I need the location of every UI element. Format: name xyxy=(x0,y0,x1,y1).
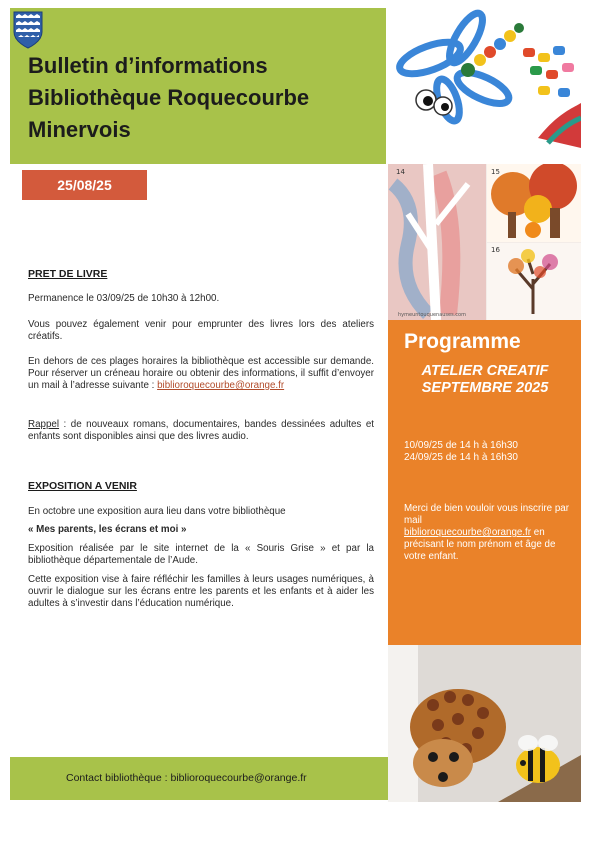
contact-text: Contact bibliothèque : biblioroquecourbe@orange.fr xyxy=(66,772,307,784)
title-line-3: Minervois xyxy=(28,117,131,142)
page-title xyxy=(28,50,378,146)
expo-paragraph-1: En octobre une exposition aura lieu dans votre bibliothèque xyxy=(28,506,286,517)
rappel-paragraph xyxy=(28,419,374,443)
craft-photo-trees xyxy=(388,164,581,320)
autumn-trees xyxy=(487,164,581,242)
expo-quote: « Mes parents, les écrans et moi » xyxy=(28,524,187,535)
photo-label-16: 16 xyxy=(491,246,500,254)
craft-photo-hedgehog-bee xyxy=(388,645,581,802)
atelier-date-1: 10/09/25 de 14 h à 16h30 xyxy=(404,440,518,451)
title-line-1: Bulletin d’informations xyxy=(28,53,268,78)
title-line-2: Bibliothèque Roquecourbe xyxy=(28,85,310,110)
permanence-text: Permanence le 03/09/25 de 10h30 à 12h00. xyxy=(28,293,220,304)
signup-pre: Merci de bien vouloir vous inscrire par mail xyxy=(404,503,569,526)
craft-photo-dragonfly xyxy=(388,8,581,162)
section-heading-expo: EXPOSITION A VENIR xyxy=(28,480,137,492)
section-heading-pret: PRET DE LIVRE xyxy=(28,268,108,280)
photo-watermark: hymeuntouquenauses.com xyxy=(398,312,466,318)
programme-subtitle-line-1: ATELIER CREATIF xyxy=(421,363,549,379)
rappel-label: Rappel xyxy=(28,419,60,430)
signup-text xyxy=(404,503,574,563)
programme-subtitle-line-2: SEPTEMBRE 2025 xyxy=(421,380,549,396)
pret-paragraph-3-text: En dehors de ces plages horaires la bibliothèque est accessible sur demande. Pour réserver un créneau horaire ou obtenir des informations, il suffit d’envoyer un mail à l’adresse suivante : xyxy=(28,356,374,391)
photo-label-15: 15 xyxy=(491,168,500,176)
expo-paragraph-3: Cette exposition vise à faire réfléchir les familles à leurs usages numériques, à ouvrir le dialogue sur les écrans entre les parents et les enfants et à aider les adultes à s’investir dans l’éducation numérique. xyxy=(28,574,374,609)
rappel-text: : de nouveaux romans, documentaires, bandes dessinées adultes et enfants sont disponibles ainsi que des livres audio. xyxy=(28,419,374,442)
coat-of-arms-icon xyxy=(12,10,44,50)
handprint-tree xyxy=(487,243,581,320)
expo-paragraph-2: Exposition réalisée par le site internet de la « Souris Grise » et par la bibliothèque départementale de l’Aude. xyxy=(28,543,374,566)
pret-paragraph-2: Vous pouvez également venir pour emprunter des livres lors des ateliers créatifs. xyxy=(28,319,374,342)
atelier-date-2: 24/09/25 de 14 h à 16h30 xyxy=(404,452,518,463)
atelier-dates xyxy=(404,440,518,464)
date-badge: 25/08/25 xyxy=(22,170,147,200)
pret-paragraph-3 xyxy=(28,356,374,392)
photo-label-14: 14 xyxy=(396,168,405,176)
signup-post: en précisant le nom prénom et âge de votre enfant. xyxy=(404,527,556,562)
programme-title: Programme xyxy=(404,330,521,353)
painted-tree-left xyxy=(388,164,486,320)
programme-subtitle xyxy=(390,363,580,397)
email-link[interactable]: biblioroquecourbe@orange.fr xyxy=(157,380,285,391)
signup-email-link[interactable]: biblioroquecourbe@orange.fr xyxy=(404,527,532,538)
